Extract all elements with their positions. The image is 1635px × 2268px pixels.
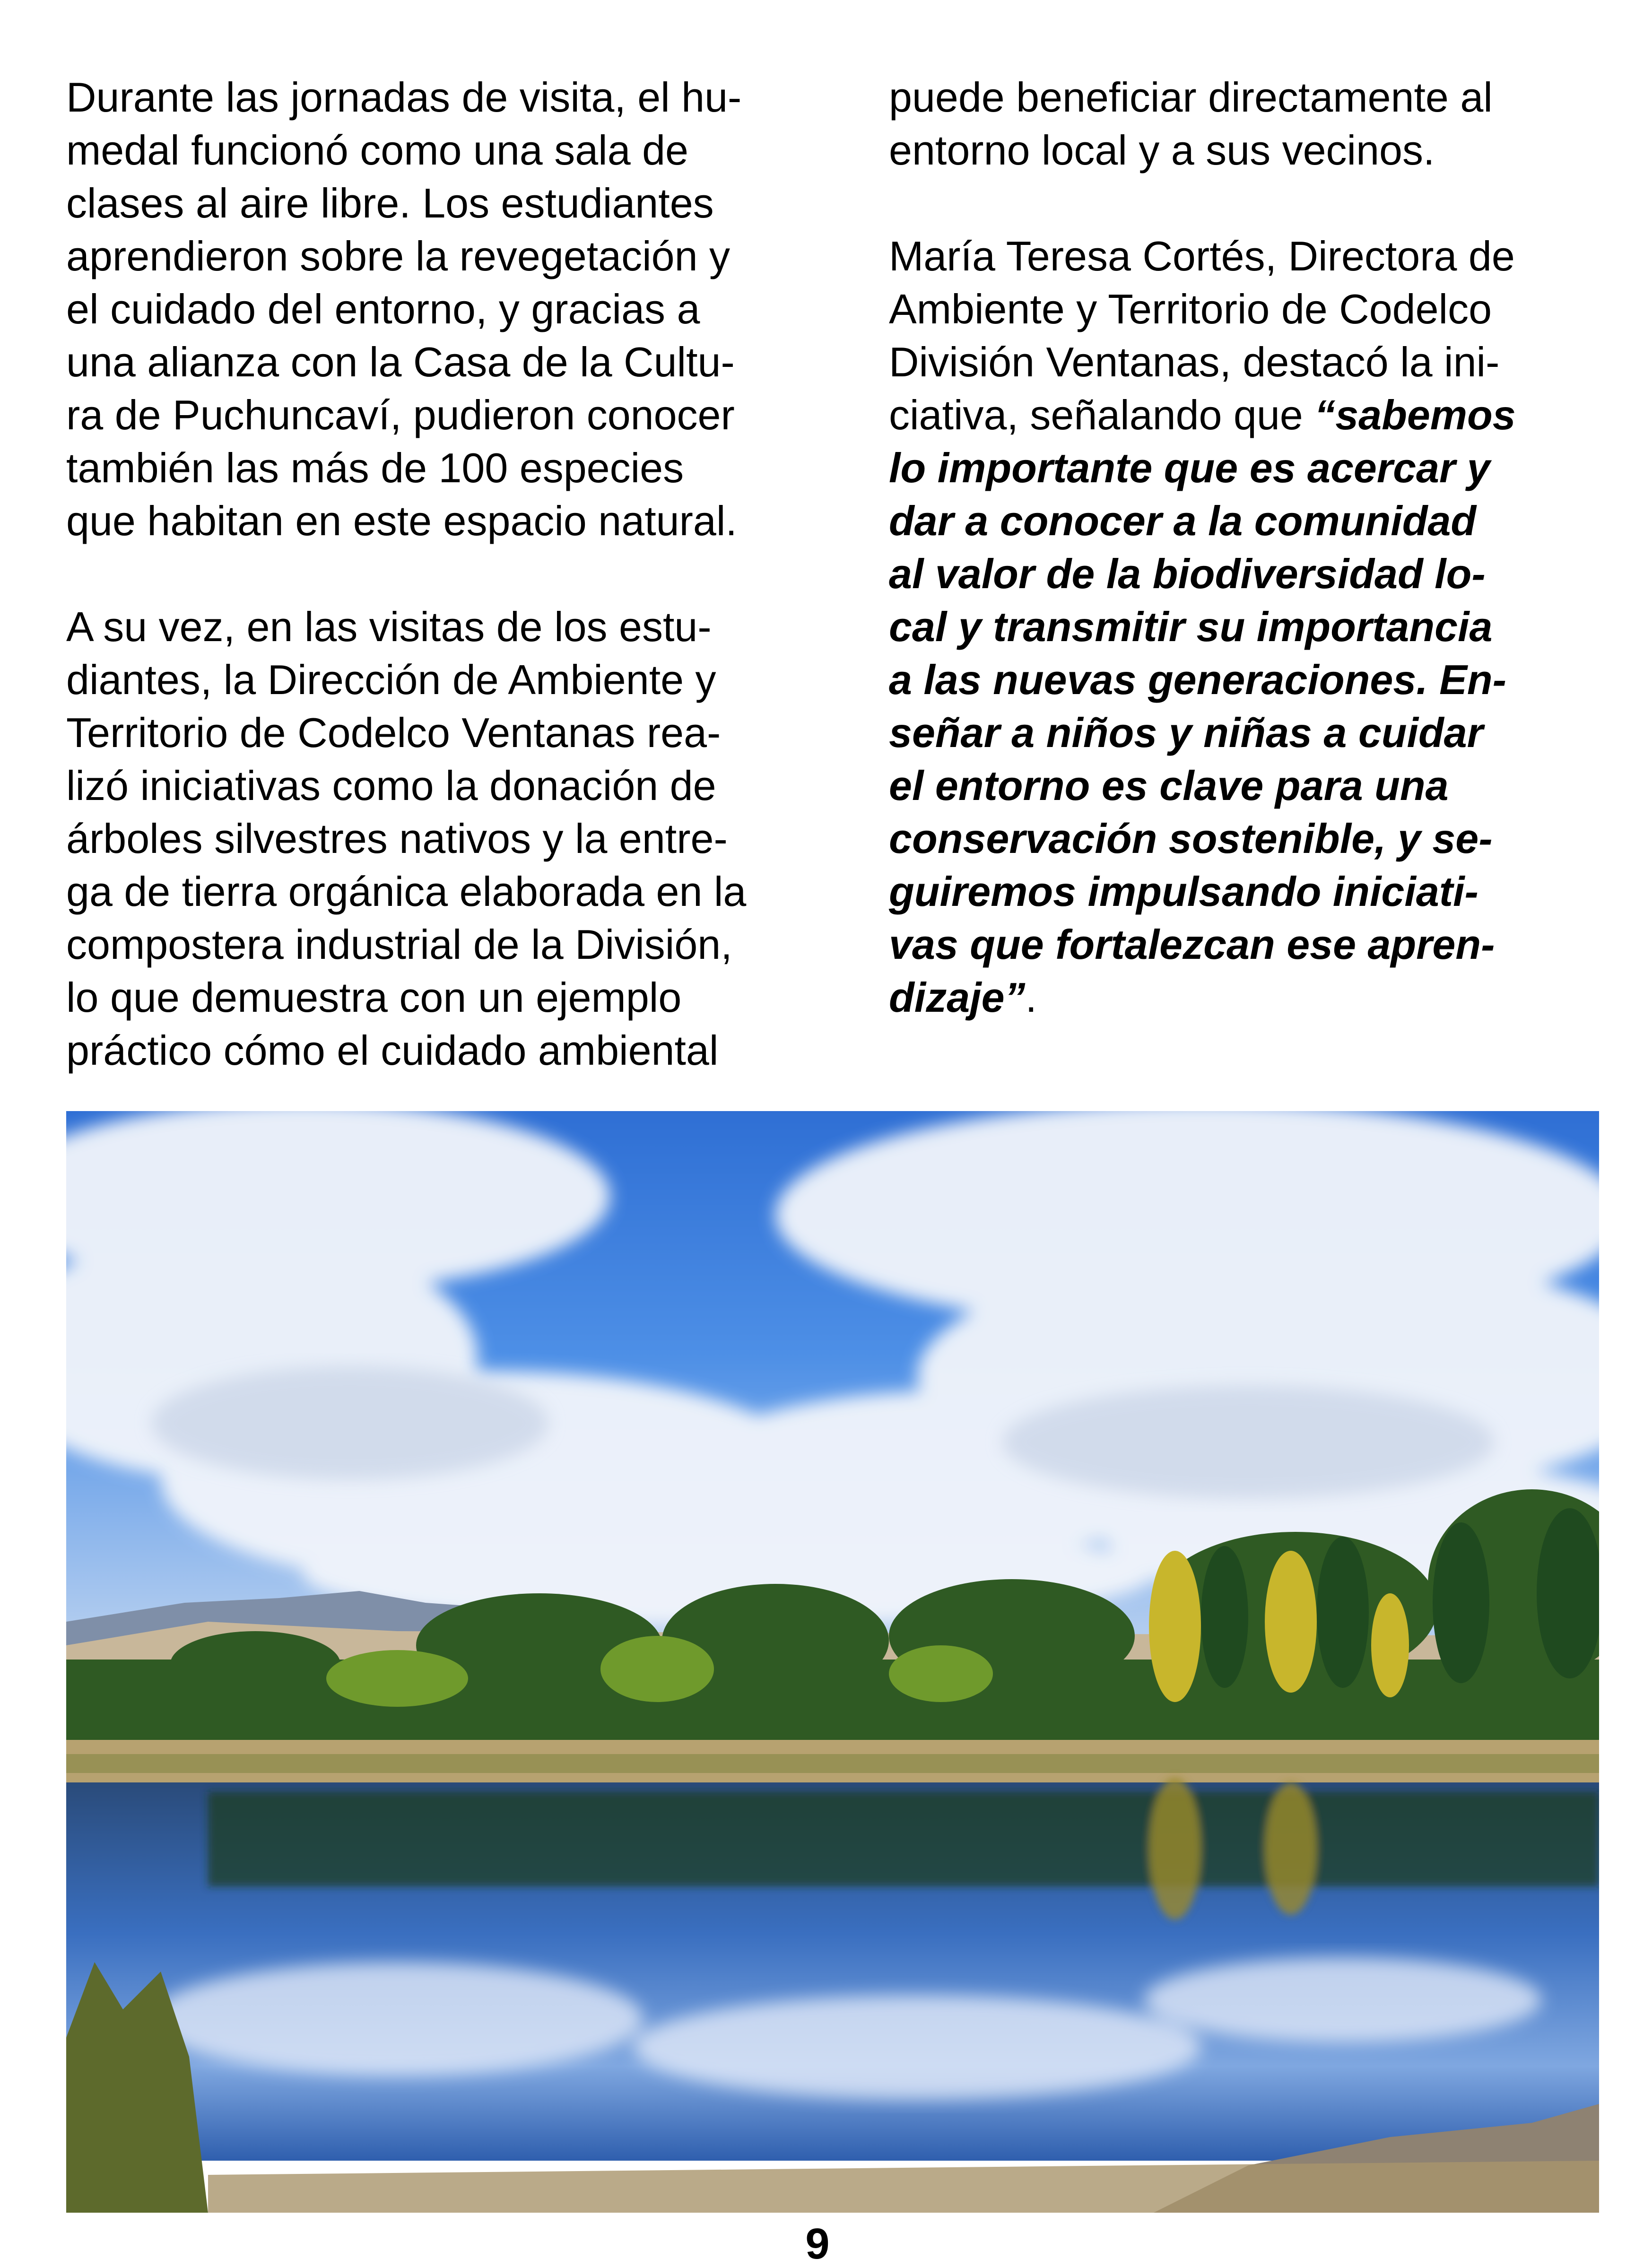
text-line: puede beneficiar directamente al (889, 74, 1493, 121)
quote-text: “sabemos (1314, 391, 1516, 438)
text-line: aprendieron sobre la revegetación y (66, 233, 731, 279)
text-line: Ambiente y Territorio de Codelco (889, 286, 1492, 332)
text-line: también las más de 100 especies (66, 444, 684, 491)
page-number: 9 (805, 2220, 830, 2268)
text-line: práctico cómo el cuidado ambiental (66, 1027, 719, 1074)
quote-text: dizaje” (889, 974, 1026, 1021)
text-line: ciativa, señalando que (889, 391, 1315, 438)
lagoon-landscape-photo-icon (66, 1111, 1599, 2213)
text-line: ra de Puchuncaví, pudieron conocer (66, 391, 735, 438)
text-line: compostera industrial de la División, (66, 921, 732, 968)
text-line: María Teresa Cortés, Directora de (889, 233, 1515, 279)
quote-text: a las nuevas generaciones. En- (889, 656, 1506, 703)
quote-text: conservación sostenible, y se- (889, 815, 1493, 862)
text-line: el cuidado del entorno, y gracias a (66, 286, 700, 332)
article-column-left (66, 71, 832, 1077)
quote-text: guiremos impulsando iniciati- (889, 868, 1478, 915)
text-line: lo que demuestra con un ejemplo (66, 974, 682, 1021)
text-line: entorno local y a sus vecinos. (889, 127, 1435, 174)
quote-text: vas que fortalezcan ese apren- (889, 921, 1495, 968)
text-line: una alianza con la Casa de la Cultu- (66, 339, 735, 385)
text-line: División Ventanas, destacó la ini- (889, 339, 1500, 385)
text-line: . (1025, 974, 1037, 1021)
text-line: árboles silvestres nativos y la entre- (66, 815, 728, 862)
text-line: ga de tierra orgánica elaborada en la (66, 868, 747, 915)
text-line: A su vez, en las visitas de los estu- (66, 603, 712, 650)
quote-text: señar a niños y niñas a cuidar (889, 709, 1483, 756)
quote-text: el entorno es clave para una (889, 762, 1449, 809)
text-line: diantes, la Dirección de Ambiente y (66, 656, 716, 703)
text-line: que habitan en este espacio natural. (66, 497, 737, 544)
quote-text: cal y transmitir su importancia (889, 603, 1493, 650)
text-line: Territorio de Codelco Ventanas rea- (66, 709, 721, 756)
text-line: Durante las jornadas de visita, el hu- (66, 74, 742, 121)
quote-text: lo importante que es acercar y (889, 444, 1490, 491)
text-line: medal funcionó como una sala de (66, 127, 688, 174)
quote-text: al valor de la biodiversidad lo- (889, 550, 1486, 597)
article-column-right (889, 71, 1589, 1024)
text-line: lizó iniciativas como la donación de (66, 762, 716, 809)
quote-text: dar a conocer a la comunidad (889, 497, 1477, 544)
text-line: clases al aire libre. Los estudiantes (66, 180, 714, 226)
